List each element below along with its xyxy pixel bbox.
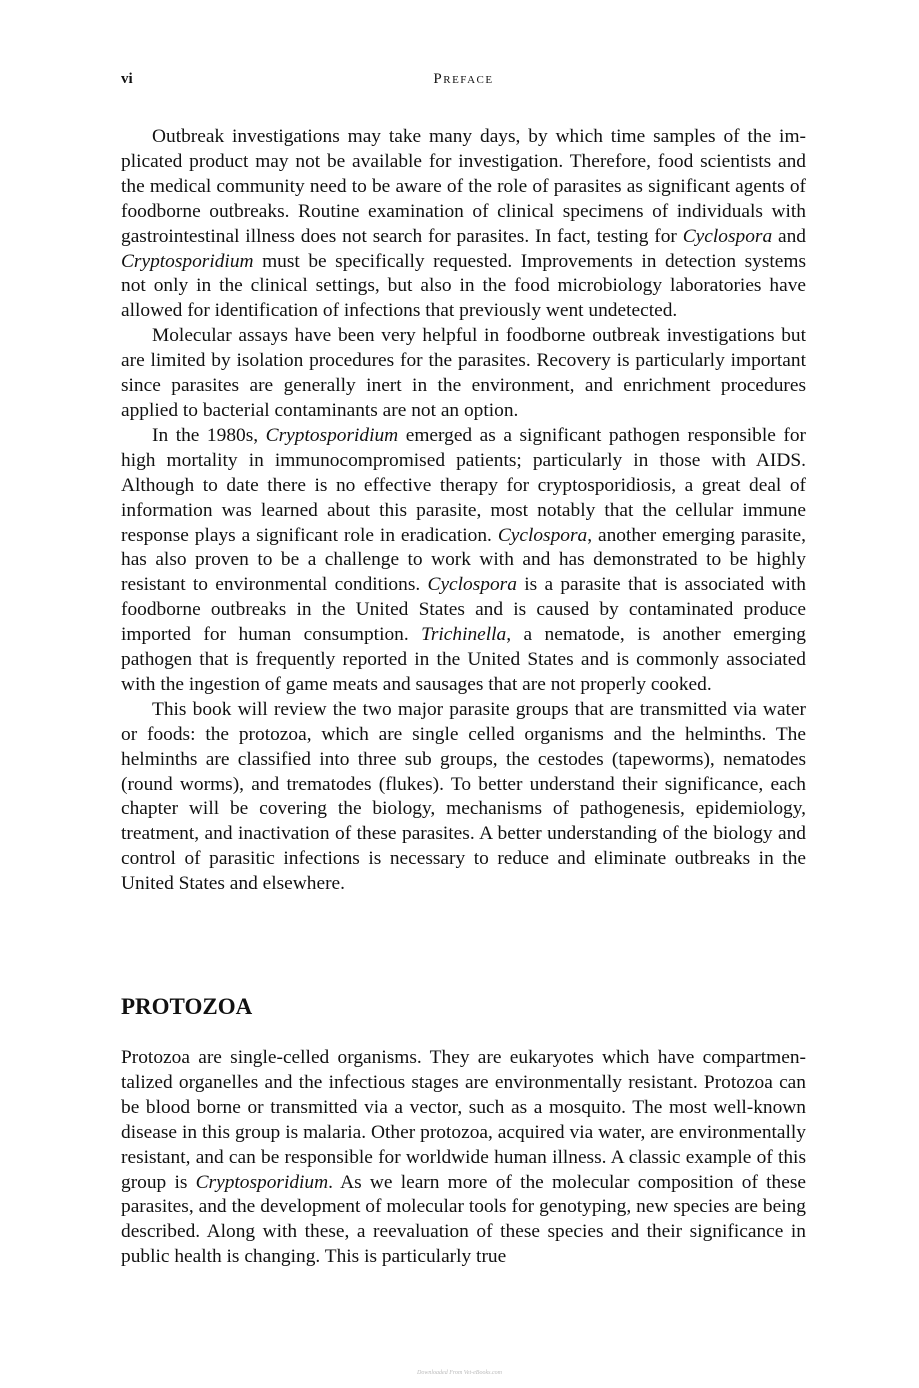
section-body (121, 1046, 806, 1270)
preface-body (121, 125, 806, 897)
paragraph: This book will review the two major parasite groups that are transmitted via water or foods: the protozoa, which are single celled organisms and the helminths. The helminths are classified into three sub groups, the cestodes (tapeworms), nematodes (round worms), and trematodes (flukes). To better understand their significance, each chapter will be covering the biology, mechanisms of pathogenesis, epidemiology, treatment, and inactivation of these parasites. A better understanding of the biology and control of parasitic infections is necessary to reduce and eliminate outbreaks in the United States and elsewhere. (121, 698, 806, 895)
italic-term: Cryptosporidium (121, 250, 254, 272)
paragraph: Outbreak investigations may take many days, by which time samples of the implicated product may not be available for investigation. Therefore, food scientists and the medical community need to be aware of the role of parasites as significant agents of foodborne outbreaks. Routine examination of clinical specimens of individuals with gastrointestinal illness does not search for parasites. In fact, testing for Cyclospora and Cryptosporidium must be specifically requested. Improvements in detection systems not only in the clinical settings, but also in the food microbiology laboratories have allowed for identification of infections that previously went undetected. (121, 126, 806, 322)
section-heading: PROTOZOA (121, 994, 253, 1019)
italic-term: Cyclospora (427, 574, 517, 596)
italic-term: Cyclospora (497, 524, 588, 546)
page-number: vi (121, 71, 133, 87)
italic-term: Cryptosporidium (195, 1171, 329, 1193)
italic-term: Cryptosporidium (265, 424, 399, 446)
italic-term: Cyclospora (682, 225, 773, 247)
running-title: Preface (433, 71, 494, 87)
paragraph: Molecular assays have been very helpful in foodborne outbreak investigations but are limited by isolation procedures for the parasites. Recovery is particularly important since parasites are generally inert in the environment, and enrichment procedures applied to bacterial contaminants are not an option. (121, 325, 806, 421)
running-head (121, 71, 806, 91)
paragraph: Protozoa are single-celled organisms. They are eukaryotes which have compartmentalized organelles and the infectious stages are environmentally resistant. Protozoa can be blood borne or transmitted via a vector, such as a mosquito. The most well-known disease in this group is malaria. Other protozoa, acquired via water, are environmentally resistant, and can be responsible for worldwide human illness. A classic example of this group is Cryptosporidium. As we learn more of the molecular composition of these parasites, and the development of molecular tools for genotyping, new species are being described. Along with these, a reevaluation of these species and their significance in public health is changing. This is particularly true (121, 1047, 806, 1268)
paragraph: In the 1980s, Cryptosporidium emerged as a significant pathogen responsible for high mortality in immunocompromised patients; particularly in those with AIDS. Although to date there is no effective therapy for cryptosporidiosis, a great deal of information was learned about this parasite, most notably that the cellular immune response plays a significant role in eradication. Cyclospora, another emerging parasite, has also proven to be a challenge to work with and has demonstrated to be highly resistant to environmental conditions. Cyclospora is a parasite that is associated with foodborne outbreaks in the United States and is caused by contaminated produce imported for human consumption. Trichinella, a nematode, is another emerging pathogen that is frequently reported in the United States and is commonly associated with the ingestion of game meats and sausages that are not properly cooked. (121, 424, 806, 695)
italic-term: Trichinella (421, 624, 507, 646)
download-watermark: Downloaded From Vet-eBooks.com (417, 1370, 502, 1376)
